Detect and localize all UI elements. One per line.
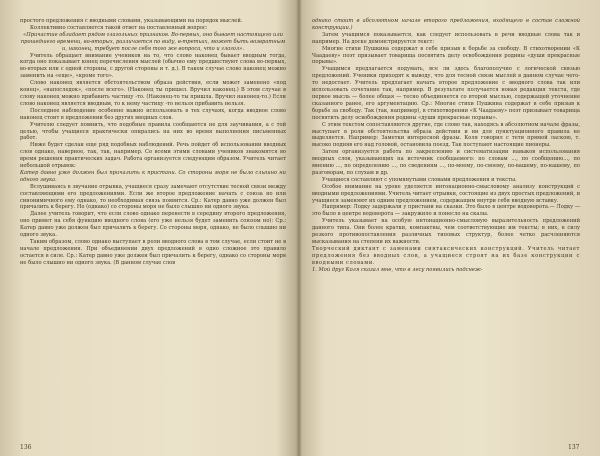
- left-page-number: 136: [20, 444, 32, 451]
- paragraph: Коллективно составляется такой ответ на поставленный вопрос:: [30, 24, 208, 31]
- paragraph: Последнее наблюдение особенно важно использовать в тех случаях, когда вводное слово наконец стоит в предложении без других вводных слов.: [20, 107, 286, 121]
- paragraph: однако стоит в абсолютном начале второго предложения, входящего в состав сложной конструкции.): [312, 18, 580, 31]
- paragraph: Например: Лодку задержали у пристани на сказки. Это было в центре водоворота.— Лодку — это было в центре водоворота — закружило и понесло на скалы.: [312, 204, 580, 218]
- paragraph: Таким образом, слово однако выступает в роли вводного слова в том случае, если стоит не в начале предложения. При объединении двух предложений в одно сложное это правило остается в силе. Ср.: Катер давно уже должен был причалить к берегу, однако со стороны моря не было слышно ни одного звука. (В данном случае слов: [20, 239, 286, 266]
- paragraph: Вслушиваясь в звучание отрывка, учащиеся сразу замечают отсутствие тесной связи между составляющими его предложениями. Если же второе предложение начать с союза но или синонимичного ему однако, то необходимая связь появится. Ср.: Катер давно уже должен был причалить к берегу. Но (однако) со стороны моря не было слышно ни одного звука.: [20, 183, 286, 211]
- paragraph: простого предложения с вводными словами, указывающими на порядок мыслей.: [20, 18, 243, 24]
- paragraph: Слово наконец является обстоятельством образа действия, если может заменено «под конец», «напоследок», «после всего». (Наконец ты пришел. Вручил наконец.) В этом случае в слову наконец можно прибавить частицу -то. (Наконец-то ты пришла. Вручил наконец-то.) Если слово наконец является вводным, то к нему частицу -то нельзя прибавить нельзя.: [20, 80, 286, 107]
- paragraph: 1. Мой друг Коля сказал мне, что в лесу появились подснеж-: [312, 266, 483, 273]
- right-page: [312, 18, 580, 274]
- paragraph: Многие стихи Пушкина содержат в себе призыв к борьбе за свободу. В стихотворении «К Чаадаеву» поэт призывает товарища посвятить делу освобождения родины «души прекрасные порывы».: [312, 45, 580, 66]
- left-page: [20, 18, 286, 267]
- paragraph: Учитель обращает внимание учеников на то, что слово наконец бывает вводным тогда, когда оно показывает конец перечисления мыслей (обычно ему предшествуют слова во-первых, во-вторых или с одной стороны, с другой стороны и т. д.). В таком случае слово наконец можно заменить на «еще», «кроме того».: [20, 52, 286, 80]
- paragraph: Затем организуется работа по закреплению и систематизации навыков использования вводных слов, указывающих на источник сообщаемого: по словам ..., по сообщению..., по мнению ..., по определению ..., по сведениям ..., по-моему, по-своему, по-вашему, по-нашему, по разговорам, по слухам и др.: [312, 149, 580, 176]
- paragraph: Затем учащимся показывается, как следует использовать в речи вводные слова так и например. На доске демонстрируется текст:: [312, 31, 580, 45]
- paragraph: Катер давно уже должен был причалить к пристани. Со стороны моря не было слышно ни одного звука.: [20, 169, 286, 183]
- paragraph: Учащиеся составляют с упомянутыми словами предложения и тексты.: [322, 176, 517, 183]
- paragraph: «Причастие обладает рядом глагольных признаков. Во-первых, оно бывает настоящего или прошедшего времени, во-вторых, различается по виду, в-третьих, может быть возвратным и, наконец, требует после себя того же вопроса, что и глагол».: [20, 31, 286, 52]
- paragraph: Учителю следует помнить, что подобные правила сообщаются не для заучивания, а с той целью, чтобы учащиеся практически опирались на них во время выполнения письменных работ.: [20, 121, 286, 142]
- paragraph: Особое внимание на уроке уделяется интонационно-смысловому анализу конструкций с вводными предложениями. Учитель читает отрывки, состоящие из двух простых предложений, и учащиеся заменяют их одним предложением, содержащим внутри себя вводную вставку.: [312, 183, 580, 204]
- paragraph: С этим текстом сопоставляются другие, где слово так, находясь в абсолютном начале фразы, выступает в роли обстоятельства образа действия и ни для пунктуационного правила не выделяется. Например: Заметки интересной фразы. Коля говорил с тети прямой ласкою, т. высоко подняв его над головой, остановила поезд. Так поступают настоящие пионеры.: [312, 121, 580, 149]
- paragraph: Учитель указывает на особую интонационно-смысловую выразительность предложений данного типа. Они более кратки, компактны, чем соответствующие им тексты; в них, в силу резкого противопоставления различных типовых структур, более четко расчленяются высказывания на степени их важности.: [312, 218, 580, 245]
- paragraph: Далее учитель говорит, что если слово однако перенести в середину второго предложения, оно примет на себя функцию вводного слова (его уже нельзя будет заменить союзом но): Ср.: Катер давно уже должен был причалить к берегу. Со стороны моря, однако, не было слышно ни одного звука.: [20, 211, 286, 239]
- paragraph: Творческий диктант с заменами синтаксических конструкций. Учитель читает предложения без вводных слов, а учащиеся строят на их базе конструкции с вводными словами.: [312, 245, 580, 266]
- paragraph: Учащимся предлагается подумать, все ли здесь благополучно с логической связью предложений. Ученики приходят к выводу, что для тесной связи мыслей в данном случае чего-то недостает. Учитель предлагает начать второе предложение с вводного слова так или использовать сочетание так, например. В результате получается новая редакция текста, где первое мысль — более общая — тесно объединяется со второй мыслью, содержащей уточнение сказанного ранее, его аргументацию. Ср.: Многие стихи Пушкина содержат в себе призыв к борьбе за свободу. Так (так, например), в стихотворении «К Чаадаеву» поэт призывает товарища посвятить делу освобождения родины «души прекрасные порывы».: [312, 66, 580, 121]
- right-page-number: 137: [568, 444, 580, 451]
- paragraph: Ниже будет сделан еще ряд подобных наблюдений. Речь пойдет об использовании вводных слов однако, наверное, так, так, например. Со всеми этими словами учеников знакомятся во время решения практических задач. Работа организуется следующим образом. Учитель читает небольшой отрывок:: [20, 142, 286, 170]
- book-gutter: [296, 0, 302, 456]
